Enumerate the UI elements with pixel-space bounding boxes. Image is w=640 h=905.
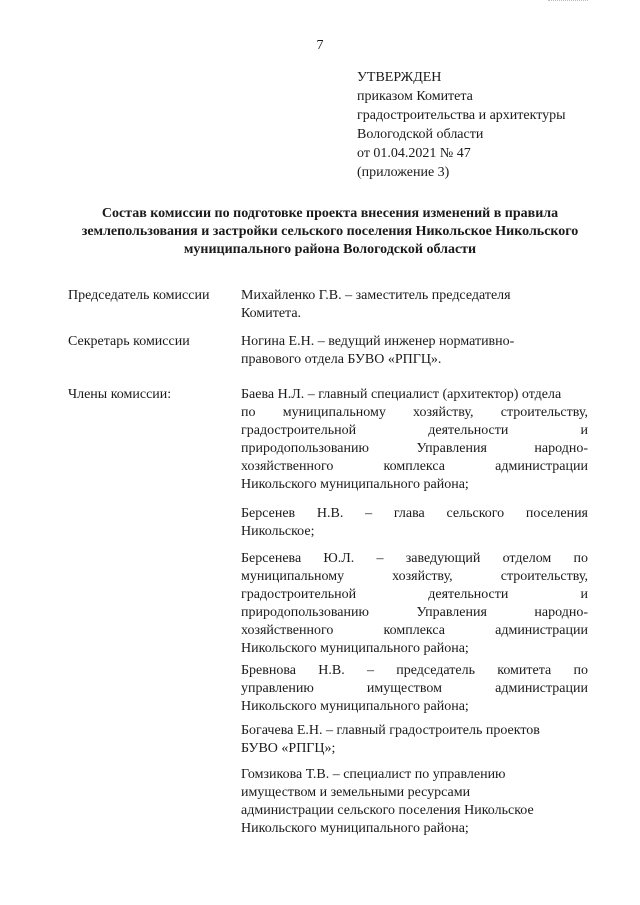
entry-line: по муниципальному хозяйству, строительству, — [241, 405, 588, 420]
entry-chair — [241, 287, 588, 323]
approval-block — [357, 68, 566, 182]
entry-line: Баева Н.Л. – главный специалист (архитектор) отдела — [241, 387, 562, 402]
title-line: Состав комиссии по подготовке проекта внесения изменений в правила — [101, 206, 559, 221]
approval-line: Вологодской области — [357, 127, 484, 142]
entry-line: правового отдела БУВО «РПГЦ». — [241, 352, 442, 367]
role-members: Члены комиссии: — [68, 387, 172, 402]
entry-line: градостроительной деятельности и — [241, 587, 588, 602]
approval-heading: УТВЕРЖДЕН — [357, 70, 442, 85]
entry-line: хозяйственного комплекса администрации — [241, 459, 588, 474]
entry-line: имуществом и земельными ресурсами — [241, 785, 471, 800]
entry-line: управлению имуществом администрации — [241, 681, 588, 696]
approval-appendix: (приложение 3) — [357, 165, 450, 180]
title-line: муниципального района Вологодской области — [183, 242, 477, 257]
entry-member-bogacheva — [241, 722, 588, 758]
entry-member-bersenev — [241, 505, 588, 541]
entry-line: природопользованию Управления народно- — [241, 441, 588, 456]
approval-line: градостроительства и архитектуры — [357, 108, 566, 123]
entry-line: Комитета. — [241, 306, 302, 321]
role-secretary: Секретарь комиссии — [68, 334, 190, 349]
entry-line: администрации сельского поселения Никольское — [241, 803, 534, 818]
entry-line: Никольского муниципального района; — [241, 821, 469, 836]
scan-artifact — [548, 0, 588, 4]
entry-line: Берсенев Н.В. – глава сельского поселения — [241, 506, 588, 521]
entry-line: Берсенева Ю.Л. – заведующий отделом по — [241, 551, 588, 566]
entry-member-gomzikova — [241, 766, 588, 838]
entry-line: градостроительной деятельности и — [241, 423, 588, 438]
approval-line: приказом Комитета — [357, 89, 473, 104]
entry-line: Никольского муниципального района; — [241, 477, 469, 492]
entry-member-berseneva — [241, 550, 588, 658]
entry-member-brevnova — [241, 662, 588, 716]
entry-line: Никольского муниципального района; — [241, 699, 469, 714]
entry-line: Ногина Е.Н. – ведущий инженер нормативно- — [241, 334, 515, 349]
page-number: 7 — [316, 38, 324, 53]
entry-line: Никольское; — [241, 524, 315, 539]
entry-line: Богачева Е.Н. – главный градостроитель проектов — [241, 723, 540, 738]
title-line: землепользования и застройки сельского поселения Никольское Никольского — [81, 224, 579, 239]
entry-line: Бревнова Н.В. – председатель комитета по — [241, 663, 588, 678]
entry-line: хозяйственного комплекса администрации — [241, 623, 588, 638]
document-title — [60, 205, 600, 259]
entry-line: Никольского муниципального района; — [241, 641, 469, 656]
role-chair: Председатель комиссии — [68, 288, 210, 303]
entry-line: природопользованию Управления народно- — [241, 605, 588, 620]
entry-line: Гомзикова Т.В. – специалист по управлению — [241, 767, 506, 782]
entry-line: Михайленко Г.В. – заместитель председателя — [241, 288, 511, 303]
entry-secretary — [241, 333, 588, 369]
approval-order-date: от 01.04.2021 № 47 — [357, 146, 471, 161]
entry-member-baeva — [241, 386, 588, 494]
entry-line: муниципальному хозяйству, строительству, — [241, 569, 588, 584]
entry-line: БУВО «РПГЦ»; — [241, 741, 336, 756]
